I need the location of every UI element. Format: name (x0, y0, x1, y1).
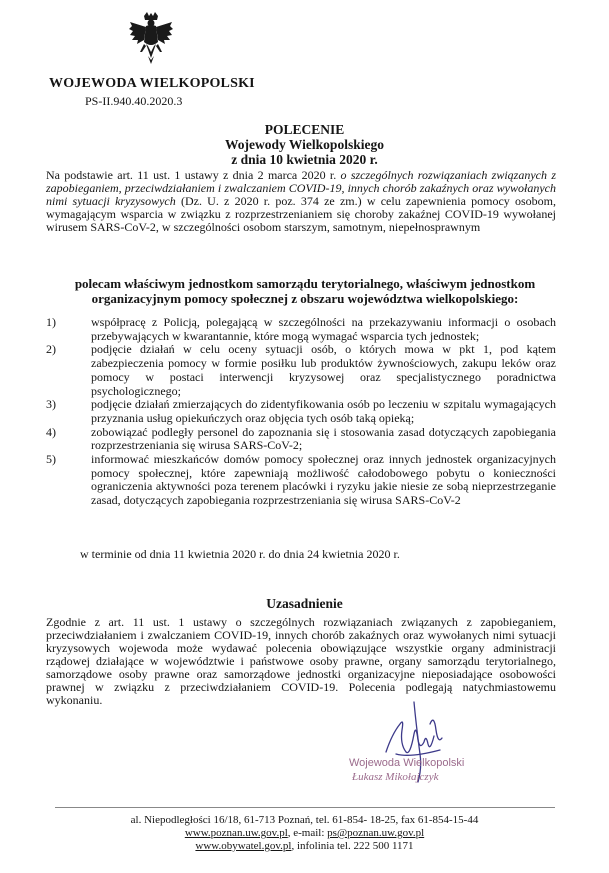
eagle-emblem-icon (128, 12, 174, 70)
list-item (46, 398, 556, 425)
list-item (46, 316, 556, 343)
list-item-text: zobowiązać podległy personel do zapoznania się i stosowania zasad dotyczących zapobiegania rozprzestrzeniania się wirusa SARS-CoV-2; (91, 424, 556, 453)
intro-text-1: Na podstawie art. 11 ust. 1 ustawy z dnia 2 marca 2020 r. (46, 168, 341, 182)
obywatel-link[interactable]: www.obywatel.gov.pl (195, 840, 292, 852)
term-statement: w terminie od dnia 11 kwietnia 2020 r. do dnia 24 kwietnia 2020 r. (80, 547, 400, 561)
title-line-3: z dnia 10 kwietnia 2020 r. (231, 152, 378, 167)
footer (0, 814, 609, 853)
list-item-text: podjęcie działań zmierzających do zidentyfikowania osób po leczeniu w szpitalu wymagających przyznania usług opiekuńczych oraz objęcia tych osób taką opieką; (91, 397, 556, 425)
decision-statement (60, 276, 550, 306)
title-line-1: POLECENIE (264, 122, 345, 137)
signature-stamp-title: Wojewoda Wielkopolski (349, 757, 465, 769)
list-item-text: podjęcie działań w celu oceny sytuacji osób, o których mowa w pkt 1, pod kątem zabezpieczenia pomocy w formie posiłku lub produktów żywnościowych, zakupu leków oraz pomocy w postaci interwencji kryzysowej oraz specjalistycznego poradnictwa psychologicznego; (91, 342, 556, 398)
signature-stamp-name: Łukasz Mikołajczyk (352, 771, 439, 783)
list-item-number: 5) (46, 452, 56, 467)
list-item-text: informować mieszkańców domów pomocy społecznej oraz innych jednostek organizacyjnych pomocy społecznej, które zapewniają możliwość całodobowego pobytu o konieczności ograniczenia aktywności poza terenem placówki i ryzyku jakie niesie ze sobą nieprzestrzeganie zasad, dotyczących zapobiegania rozprzestrzeniania się wirusa SARS-CoV-2 (91, 452, 556, 508)
intro-paragraph (46, 169, 556, 234)
footer-contact-line (0, 827, 609, 840)
case-number: PS-II.940.40.2020.3 (85, 94, 183, 108)
document-title (0, 122, 609, 167)
email-link[interactable]: ps@poznan.uw.gov.pl (327, 827, 425, 839)
order-list (46, 316, 556, 508)
decision-line-1: polecam właściwym jednostkom samorządu terytorialnego, właściwym jednostkom (74, 276, 536, 291)
footer-divider (55, 807, 555, 808)
intro-text-2: (Dz. U. z 2020 r. poz. 374 ze zm.) w celu zapewnienia pomocy osobom, wymagającym wsparcia w związku z rozprzestrzenianiem się choroby zakaźnej COVID-19 wywołanej wirusem SARS-CoV-2, w szczególności osobom starszym, samotnym, niepełnosprawnym (46, 194, 556, 234)
email-prefix: , e-mail: (287, 827, 328, 839)
list-item-number: 3) (46, 397, 56, 412)
list-item-number: 2) (46, 342, 56, 357)
justification-title: Uzasadnienie (266, 596, 343, 611)
list-item (46, 453, 556, 508)
list-item-number: 4) (46, 424, 56, 439)
website-link[interactable]: www.poznan.uw.gov.pl (184, 827, 288, 839)
hotline-text: , infolinia tel. 222 500 1171 (291, 840, 414, 852)
list-item-number: 1) (46, 315, 56, 329)
justification-body: Zgodnie z art. 11 ust. 1 ustawy o szczególnych rozwiązaniach związanych z zapobieganiem, przeciwdziałaniem i zwalczaniem COVID-19, innych chorób zakaźnych oraz wywołanych nimi sytuacji kryzysowych wojewoda może wydawać polecenia obowiązujące wszystkie organy administracji rządowej działające w województwie i państwowe osoby prawne, organy samorządu terytorialnego, samorządowe osoby prawne oraz samorządowe jednostki organizacyjne nieposiadające osobowości prawnej w związku z przeciwdziałaniem COVID-19. Polecenia podlegają natychmiastowemu wykonaniu. (46, 615, 556, 707)
footer-address: al. Niepodległości 16/18, 61-713 Poznań, tel. 61-854- 18-25, fax 61-854-15-44 (130, 814, 479, 826)
organization-name: WOJEWODA WIELKOPOLSKI (49, 76, 255, 91)
intro-law-title: o szczególnych rozwiązaniach związanych z zapobieganiem, przeciwdziałaniem i zwalczaniem COVID-19, innych chorób zakaźnych oraz wywołanych nimi sytuacji kryzysowych (46, 168, 556, 208)
list-item-text: współpracę z Policją, polegającą w szczególności na przekazywaniu informacji o osobach przebywających w kwarantannie, które mogą wymagać wsparcia tych jednostek; (91, 315, 556, 343)
list-item (46, 343, 556, 398)
decision-line-2: organizacyjnym pomocy społecznej z obszaru województwa wielkopolskiego: (91, 291, 519, 306)
footer-hotline-line (0, 840, 609, 853)
title-line-2: Wojewody Wielkopolskiego (225, 137, 384, 152)
list-item (46, 426, 556, 453)
